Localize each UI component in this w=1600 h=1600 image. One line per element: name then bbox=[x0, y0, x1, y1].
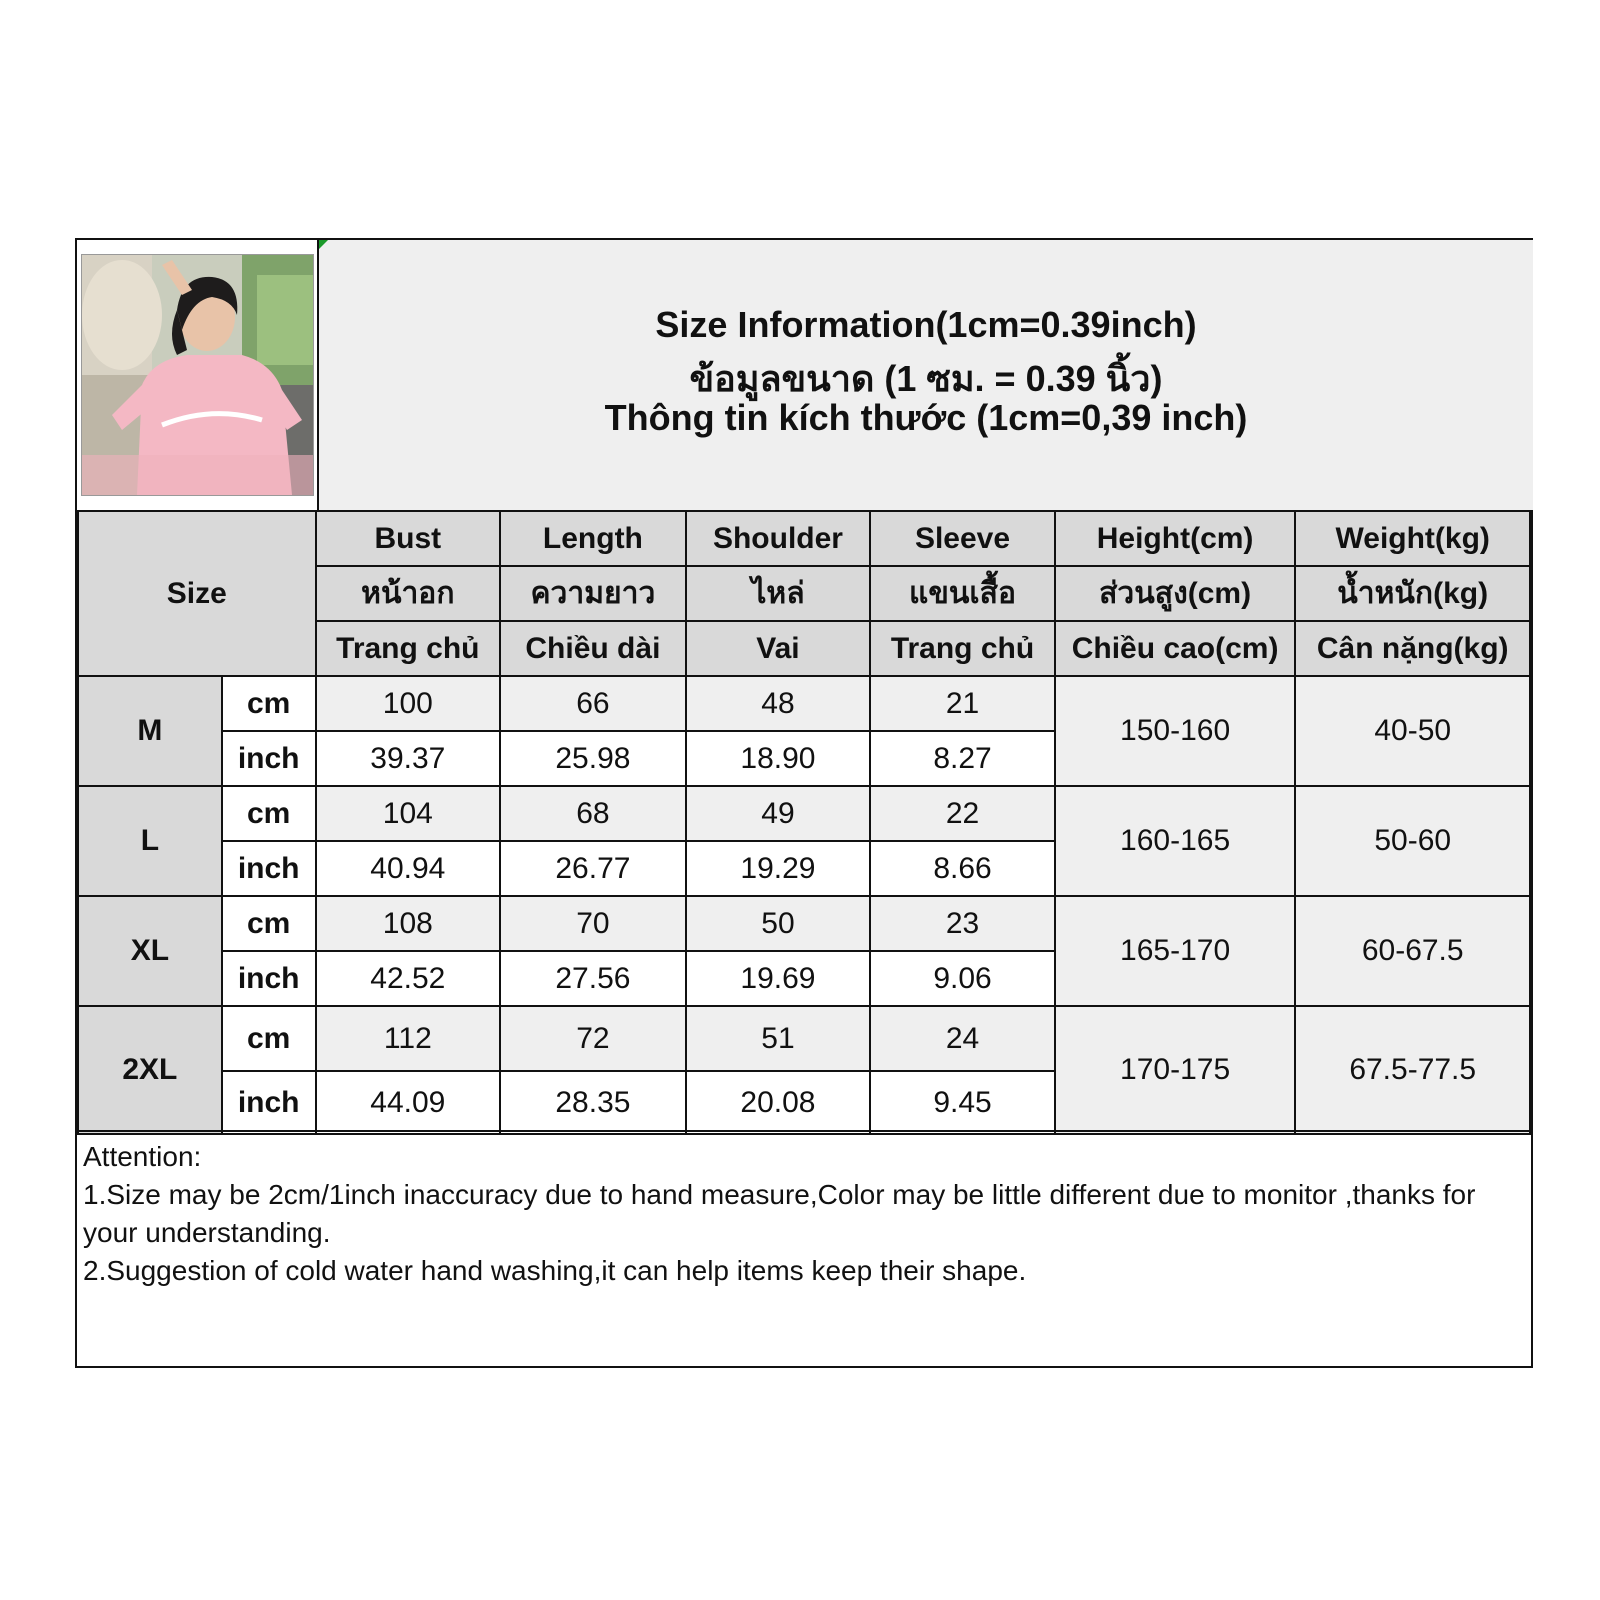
table-cell: 9.06 bbox=[870, 951, 1055, 1006]
weight-range: 60-67.5 bbox=[1295, 896, 1530, 1006]
unit-inch: inch bbox=[222, 841, 316, 896]
table-cell: 49 bbox=[686, 786, 871, 841]
table-cell: 40.94 bbox=[316, 841, 501, 896]
col-shoulder-vi: Vai bbox=[686, 621, 871, 676]
note-line-2: 2.Suggestion of cold water hand washing,it can help items keep their shape. bbox=[83, 1255, 1027, 1286]
size-table bbox=[77, 510, 1531, 1135]
note-line-1: 1.Size may be 2cm/1inch inaccuracy due to hand measure,Color may be little different due to monitor ,thanks for your understanding. bbox=[83, 1179, 1476, 1248]
size-label-m: M bbox=[78, 676, 222, 786]
height-range: 170-175 bbox=[1055, 1006, 1296, 1134]
col-bust-vi: Trang chủ bbox=[316, 621, 501, 676]
height-range: 160-165 bbox=[1055, 786, 1296, 896]
col-height-en: Height(cm) bbox=[1055, 511, 1296, 566]
table-cell: 18.90 bbox=[686, 731, 871, 786]
col-sleeve-th: แขนเสื้อ bbox=[870, 566, 1055, 621]
table-cell: 112 bbox=[316, 1006, 501, 1071]
col-weight-vi: Cân nặng(kg) bbox=[1295, 621, 1530, 676]
size-label-xl: XL bbox=[78, 896, 222, 1006]
table-cell: 51 bbox=[686, 1006, 871, 1071]
col-length-en: Length bbox=[500, 511, 686, 566]
unit-cm: cm bbox=[222, 1006, 316, 1071]
size-label-l: L bbox=[78, 786, 222, 896]
weight-range: 67.5-77.5 bbox=[1295, 1006, 1530, 1134]
unit-inch: inch bbox=[222, 951, 316, 1006]
col-bust-en: Bust bbox=[316, 511, 501, 566]
col-sleeve-en: Sleeve bbox=[870, 511, 1055, 566]
table-cell: 44.09 bbox=[316, 1071, 501, 1134]
table-cell: 9.45 bbox=[870, 1071, 1055, 1134]
col-height-vi: Chiều cao(cm) bbox=[1055, 621, 1296, 676]
title-vietnamese: Thông tin kích thước (1cm=0,39 inch) bbox=[604, 397, 1248, 438]
col-bust-th: หน้าอก bbox=[316, 566, 501, 621]
col-shoulder-th: ไหล่ bbox=[686, 566, 871, 621]
table-cell: 108 bbox=[316, 896, 501, 951]
table-cell: 24 bbox=[870, 1006, 1055, 1071]
size-label-2xl: 2XL bbox=[78, 1006, 222, 1134]
table-cell: 20.08 bbox=[686, 1071, 871, 1134]
table-cell: 28.35 bbox=[500, 1071, 686, 1134]
table-cell: 19.69 bbox=[686, 951, 871, 1006]
height-range: 165-170 bbox=[1055, 896, 1296, 1006]
table-cell: 8.66 bbox=[870, 841, 1055, 896]
col-sleeve-vi: Trang chủ bbox=[870, 621, 1055, 676]
unit-cm: cm bbox=[222, 786, 316, 841]
table-cell: 26.77 bbox=[500, 841, 686, 896]
table-cell: 66 bbox=[500, 676, 686, 731]
col-height-th: ส่วนสูง(cm) bbox=[1055, 566, 1296, 621]
notes-heading: Attention: bbox=[83, 1141, 202, 1172]
table-cell: 39.37 bbox=[316, 731, 501, 786]
corner-marker bbox=[319, 240, 328, 249]
table-cell: 48 bbox=[686, 676, 871, 731]
col-weight-en: Weight(kg) bbox=[1295, 511, 1530, 566]
weight-range: 40-50 bbox=[1295, 676, 1530, 786]
table-cell: 104 bbox=[316, 786, 501, 841]
unit-cm: cm bbox=[222, 676, 316, 731]
col-weight-th: น้ำหนัก(kg) bbox=[1295, 566, 1530, 621]
weight-range: 50-60 bbox=[1295, 786, 1530, 896]
table-cell: 25.98 bbox=[500, 731, 686, 786]
unit-inch: inch bbox=[222, 731, 316, 786]
col-length-th: ความยาว bbox=[500, 566, 686, 621]
table-cell: 100 bbox=[316, 676, 501, 731]
table-cell: 70 bbox=[500, 896, 686, 951]
title-english: Size Information(1cm=0.39inch) bbox=[655, 304, 1197, 345]
col-length-vi: Chiều dài bbox=[500, 621, 686, 676]
table-cell: 8.27 bbox=[870, 731, 1055, 786]
unit-inch: inch bbox=[222, 1071, 316, 1134]
title-thai: ข้อมูลขนาด (1 ซม. = 0.39 นิ้ว) bbox=[689, 358, 1163, 399]
table-cell: 42.52 bbox=[316, 951, 501, 1006]
table-cell: 19.29 bbox=[686, 841, 871, 896]
product-photo bbox=[81, 254, 314, 496]
unit-cm: cm bbox=[222, 896, 316, 951]
table-cell: 27.56 bbox=[500, 951, 686, 1006]
table-cell: 50 bbox=[686, 896, 871, 951]
attention-notes bbox=[77, 1130, 1531, 1366]
table-cell: 23 bbox=[870, 896, 1055, 951]
size-chart bbox=[75, 238, 1533, 1368]
col-shoulder-en: Shoulder bbox=[686, 511, 871, 566]
title-banner bbox=[317, 240, 1533, 510]
table-cell: 22 bbox=[870, 786, 1055, 841]
table-cell: 72 bbox=[500, 1006, 686, 1071]
height-range: 150-160 bbox=[1055, 676, 1296, 786]
table-cell: 21 bbox=[870, 676, 1055, 731]
size-header: Size bbox=[78, 511, 316, 676]
table-cell: 68 bbox=[500, 786, 686, 841]
